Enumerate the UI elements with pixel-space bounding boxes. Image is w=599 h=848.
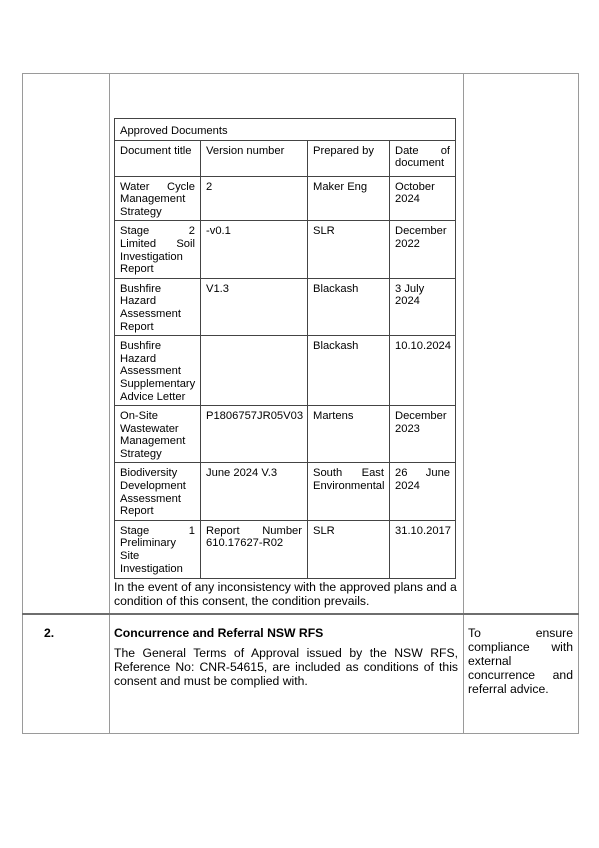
table-row — [115, 520, 456, 578]
document-date-cell: 10.10.2024 — [390, 336, 456, 406]
document-prepared-by-cell: Martens — [308, 406, 390, 463]
document-date-cell: 3 July 2024 — [390, 278, 456, 335]
condition-reason — [468, 626, 573, 696]
document-prepared-by-cell: SLR — [308, 520, 390, 578]
table-header-row — [115, 140, 456, 176]
condition-number: 2. — [44, 626, 55, 640]
document-version-cell: 2 — [201, 176, 308, 221]
document-version-cell — [201, 336, 308, 406]
table-row — [115, 336, 456, 406]
document-title-cell: Stage 2 Limited Soil Investigation Report — [115, 221, 201, 278]
column-header-version: Version number — [201, 140, 308, 176]
condition-heading: Concurrence and Referral NSW RFS — [114, 626, 324, 640]
document-version-cell: Report Number 610.17627-R02 — [201, 520, 308, 578]
condition-number-cell — [23, 614, 110, 734]
table-row — [115, 176, 456, 221]
document-version-cell: V1.3 — [201, 278, 308, 335]
document-date-cell: 26 June 2024 — [390, 463, 456, 520]
document-prepared-by-cell: Maker Eng — [308, 176, 390, 221]
condition-reason-text: To ensure compliance with external concurrence and referral advice. — [468, 626, 573, 696]
document-title-cell: On-Site Wastewater Management Strategy — [115, 406, 201, 463]
document-date-cell: December 2023 — [390, 406, 456, 463]
table-row — [115, 221, 456, 278]
table-caption-row — [115, 119, 456, 141]
document-date-cell: October 2024 — [390, 176, 456, 221]
inconsistency-note: In the event of any inconsistency with the approved plans and a condition of this consent, the condition prevails. — [114, 580, 457, 608]
condition-reason-cell — [464, 74, 579, 615]
document-prepared-by-cell: Blackash — [308, 336, 390, 406]
document-date-cell: 31.10.2017 — [390, 520, 456, 578]
document-prepared-by-cell: South East Environmental — [308, 463, 390, 520]
document-title-cell: Stage 1 Preliminary Site Investigation — [115, 520, 201, 578]
condition-body: The General Terms of Approval issued by the NSW RFS, Reference No: CNR-54615, are included as conditions of this consent and must be complied with. — [114, 646, 458, 688]
table-row — [115, 463, 456, 520]
column-header-prepared-by: Prepared by — [308, 140, 390, 176]
table-row — [115, 406, 456, 463]
document-version-cell: June 2024 V.3 — [201, 463, 308, 520]
document-title-cell: Bushfire Hazard Assessment Report — [115, 278, 201, 335]
column-header-date: Date of document — [390, 140, 456, 176]
document-version-cell: P1806757JR05V03 — [201, 406, 308, 463]
document-title-cell: Water Cycle Management Strategy — [115, 176, 201, 221]
document-title-cell: Biodiversity Development Assessment Report — [115, 463, 201, 520]
table-row — [115, 278, 456, 335]
document-prepared-by-cell: Blackash — [308, 278, 390, 335]
approved-documents-table — [114, 118, 456, 579]
document-date-cell: December 2022 — [390, 221, 456, 278]
document-version-cell: -v0.1 — [201, 221, 308, 278]
document-title-cell: Bushfire Hazard Assessment Supplementary Advice Letter — [115, 336, 201, 406]
table-caption: Approved Documents — [115, 119, 456, 141]
column-header-title: Document title — [115, 140, 201, 176]
document-prepared-by-cell: SLR — [308, 221, 390, 278]
condition-number-cell — [23, 74, 110, 615]
